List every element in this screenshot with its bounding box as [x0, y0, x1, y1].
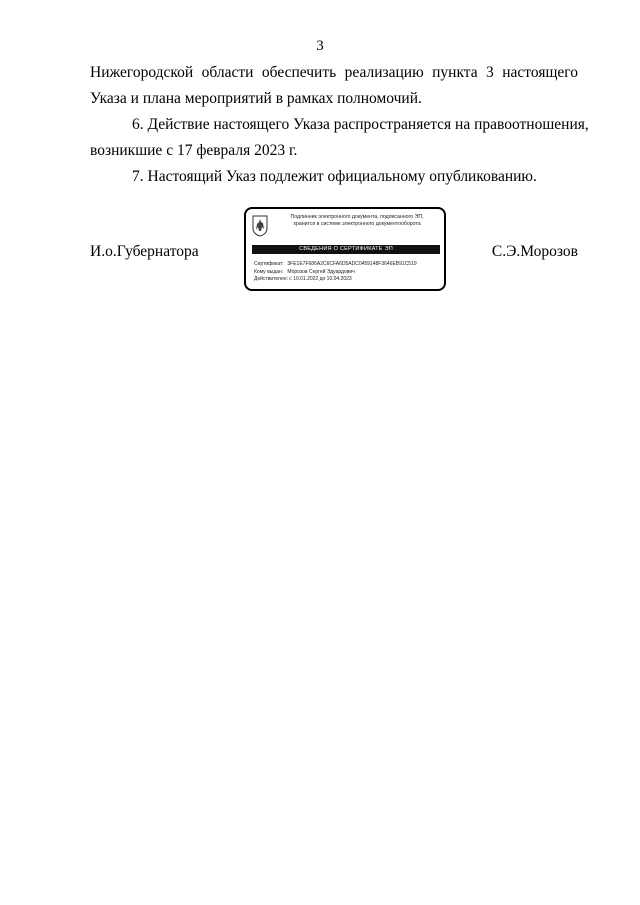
paragraph-line: 6. Действие настоящего Указа распространяется на правоотношения,	[132, 116, 589, 133]
paragraph-line: 7. Настоящий Указ подлежит официальному опубликованию.	[132, 168, 537, 185]
validity-label: Действителен:	[254, 276, 288, 282]
issued-to-row	[254, 269, 442, 277]
signatory-position: И.о.Губернатора	[90, 243, 199, 260]
certificate-value: 3FE1E7F686A2C6CFA6D5ADC0459148F3646EB91C519	[287, 261, 417, 267]
certificate-details	[254, 261, 442, 284]
stamp-header: СВЕДЕНИЯ О СЕРТИФИКАТЕ ЭП	[252, 245, 440, 254]
issued-to-value: Морозов Сергей Эдуардович	[287, 268, 355, 275]
validity-row	[254, 276, 442, 284]
paragraph-5-continuation	[90, 60, 578, 112]
paragraph-7	[90, 164, 578, 190]
page-number: 3	[316, 38, 324, 54]
paragraph-line: Нижегородской области обеспечить реализацию пункта 3 настоящего	[90, 64, 578, 81]
paragraph-line: возникшие с 17 февраля 2023 г.	[90, 142, 298, 159]
certificate-label: Сертификат:	[254, 261, 284, 267]
signatory-name: С.Э.Морозов	[491, 243, 578, 260]
electronic-signature-stamp	[244, 207, 446, 291]
paragraph-6	[90, 112, 589, 164]
certificate-row	[254, 261, 442, 269]
paragraph-line: Указа и плана мероприятий в рамках полномочий.	[90, 90, 422, 107]
stamp-note-line: хранится в системе электронного документооборота	[293, 221, 421, 227]
issued-to-label: Кому выдан:	[254, 268, 284, 275]
stamp-note-line: Подлинник электронного документа, подписанного ЭП,	[290, 214, 424, 220]
stamp-note	[272, 214, 442, 228]
coat-of-arms-icon	[252, 215, 268, 237]
validity-value: с 10.01.2022 до 10.04.2023	[289, 276, 352, 282]
